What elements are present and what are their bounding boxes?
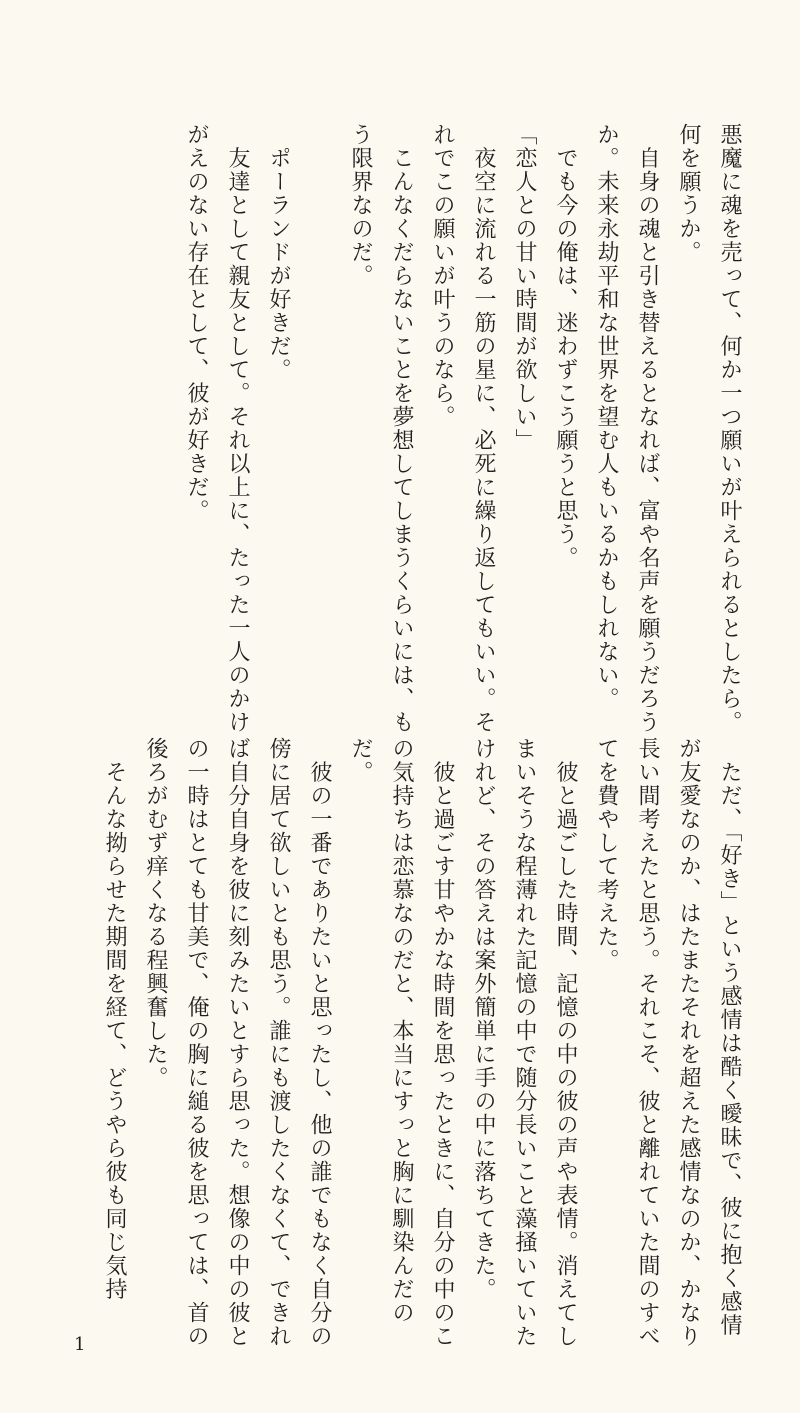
paragraph: 彼の一番でありたいと思ったし、他の誰でもなく自分の傍に居て欲しいとも思う。誰にも渡したくなくて、できれば自分自身を彼に刻みたいとすら思った。想像の中の彼との一時はとても甘美で、俺の胸に縋る彼を思っては、首の後ろがむず痒くなる程興奮した。: [143, 737, 332, 1348]
paragraph: 彼と過ごす甘やかな時間を思ったときに、自分の中のこの気持ちは恋慕なのだと、本当にすっと胸に馴染んだのだ。: [348, 737, 455, 1348]
paragraph: こんなくだらないことを夢想してしまうくらいには、もう限界なのだ。: [348, 123, 414, 734]
page-number: 1: [74, 1334, 86, 1355]
paragraph: ポーランドが好きだ。: [266, 123, 291, 382]
paragraph: 夜空に流れる一筋の星に、必死に繰り返してもいい。それでこの願いが叶うのなら。: [430, 123, 496, 734]
paragraph: そんな拗らせた期間を経て、どうやら彼も同じ気持: [102, 737, 127, 1301]
paragraph: 悪魔に魂を売って、何か一つ願いが叶えられるとしたら。何を願うか。: [676, 123, 742, 734]
paragraph: 自身の魂と引き替えるとなれば、富や名声を願うだろうか。未来永劫平和な世界を望む人もいるかもしれない。: [594, 123, 660, 734]
vertical-text-block-top: [60, 123, 750, 743]
paragraph: 「恋人との甘い時間が欲しい」: [512, 123, 537, 452]
paragraph: 彼と過ごした時間、記憶の中の彼の声や表情。消えてしまいそうな程薄れた記憶の中で随分長いこと藻掻いていたけれど、その答えは案外簡単に手の中に落ちてきた。: [471, 737, 578, 1348]
section-break: [299, 123, 340, 743]
paragraph: でも今の俺は、迷わずこう願うと思う。: [553, 123, 578, 570]
paragraph: ただ、「好き」という感情は酷く曖昧で、彼に抱く感情が友愛なのか、はたまたそれを超えた感情なのか、かなり長い間考えたと思う。それこそ、彼と離れていた間のすべてを費やして考えた。: [594, 737, 742, 1348]
paragraph: 友達として親友として。それ以上に、たった一人のかけがえのない存在として、彼が好きだ。: [184, 123, 250, 734]
vertical-text-block-bottom: [60, 737, 750, 1357]
